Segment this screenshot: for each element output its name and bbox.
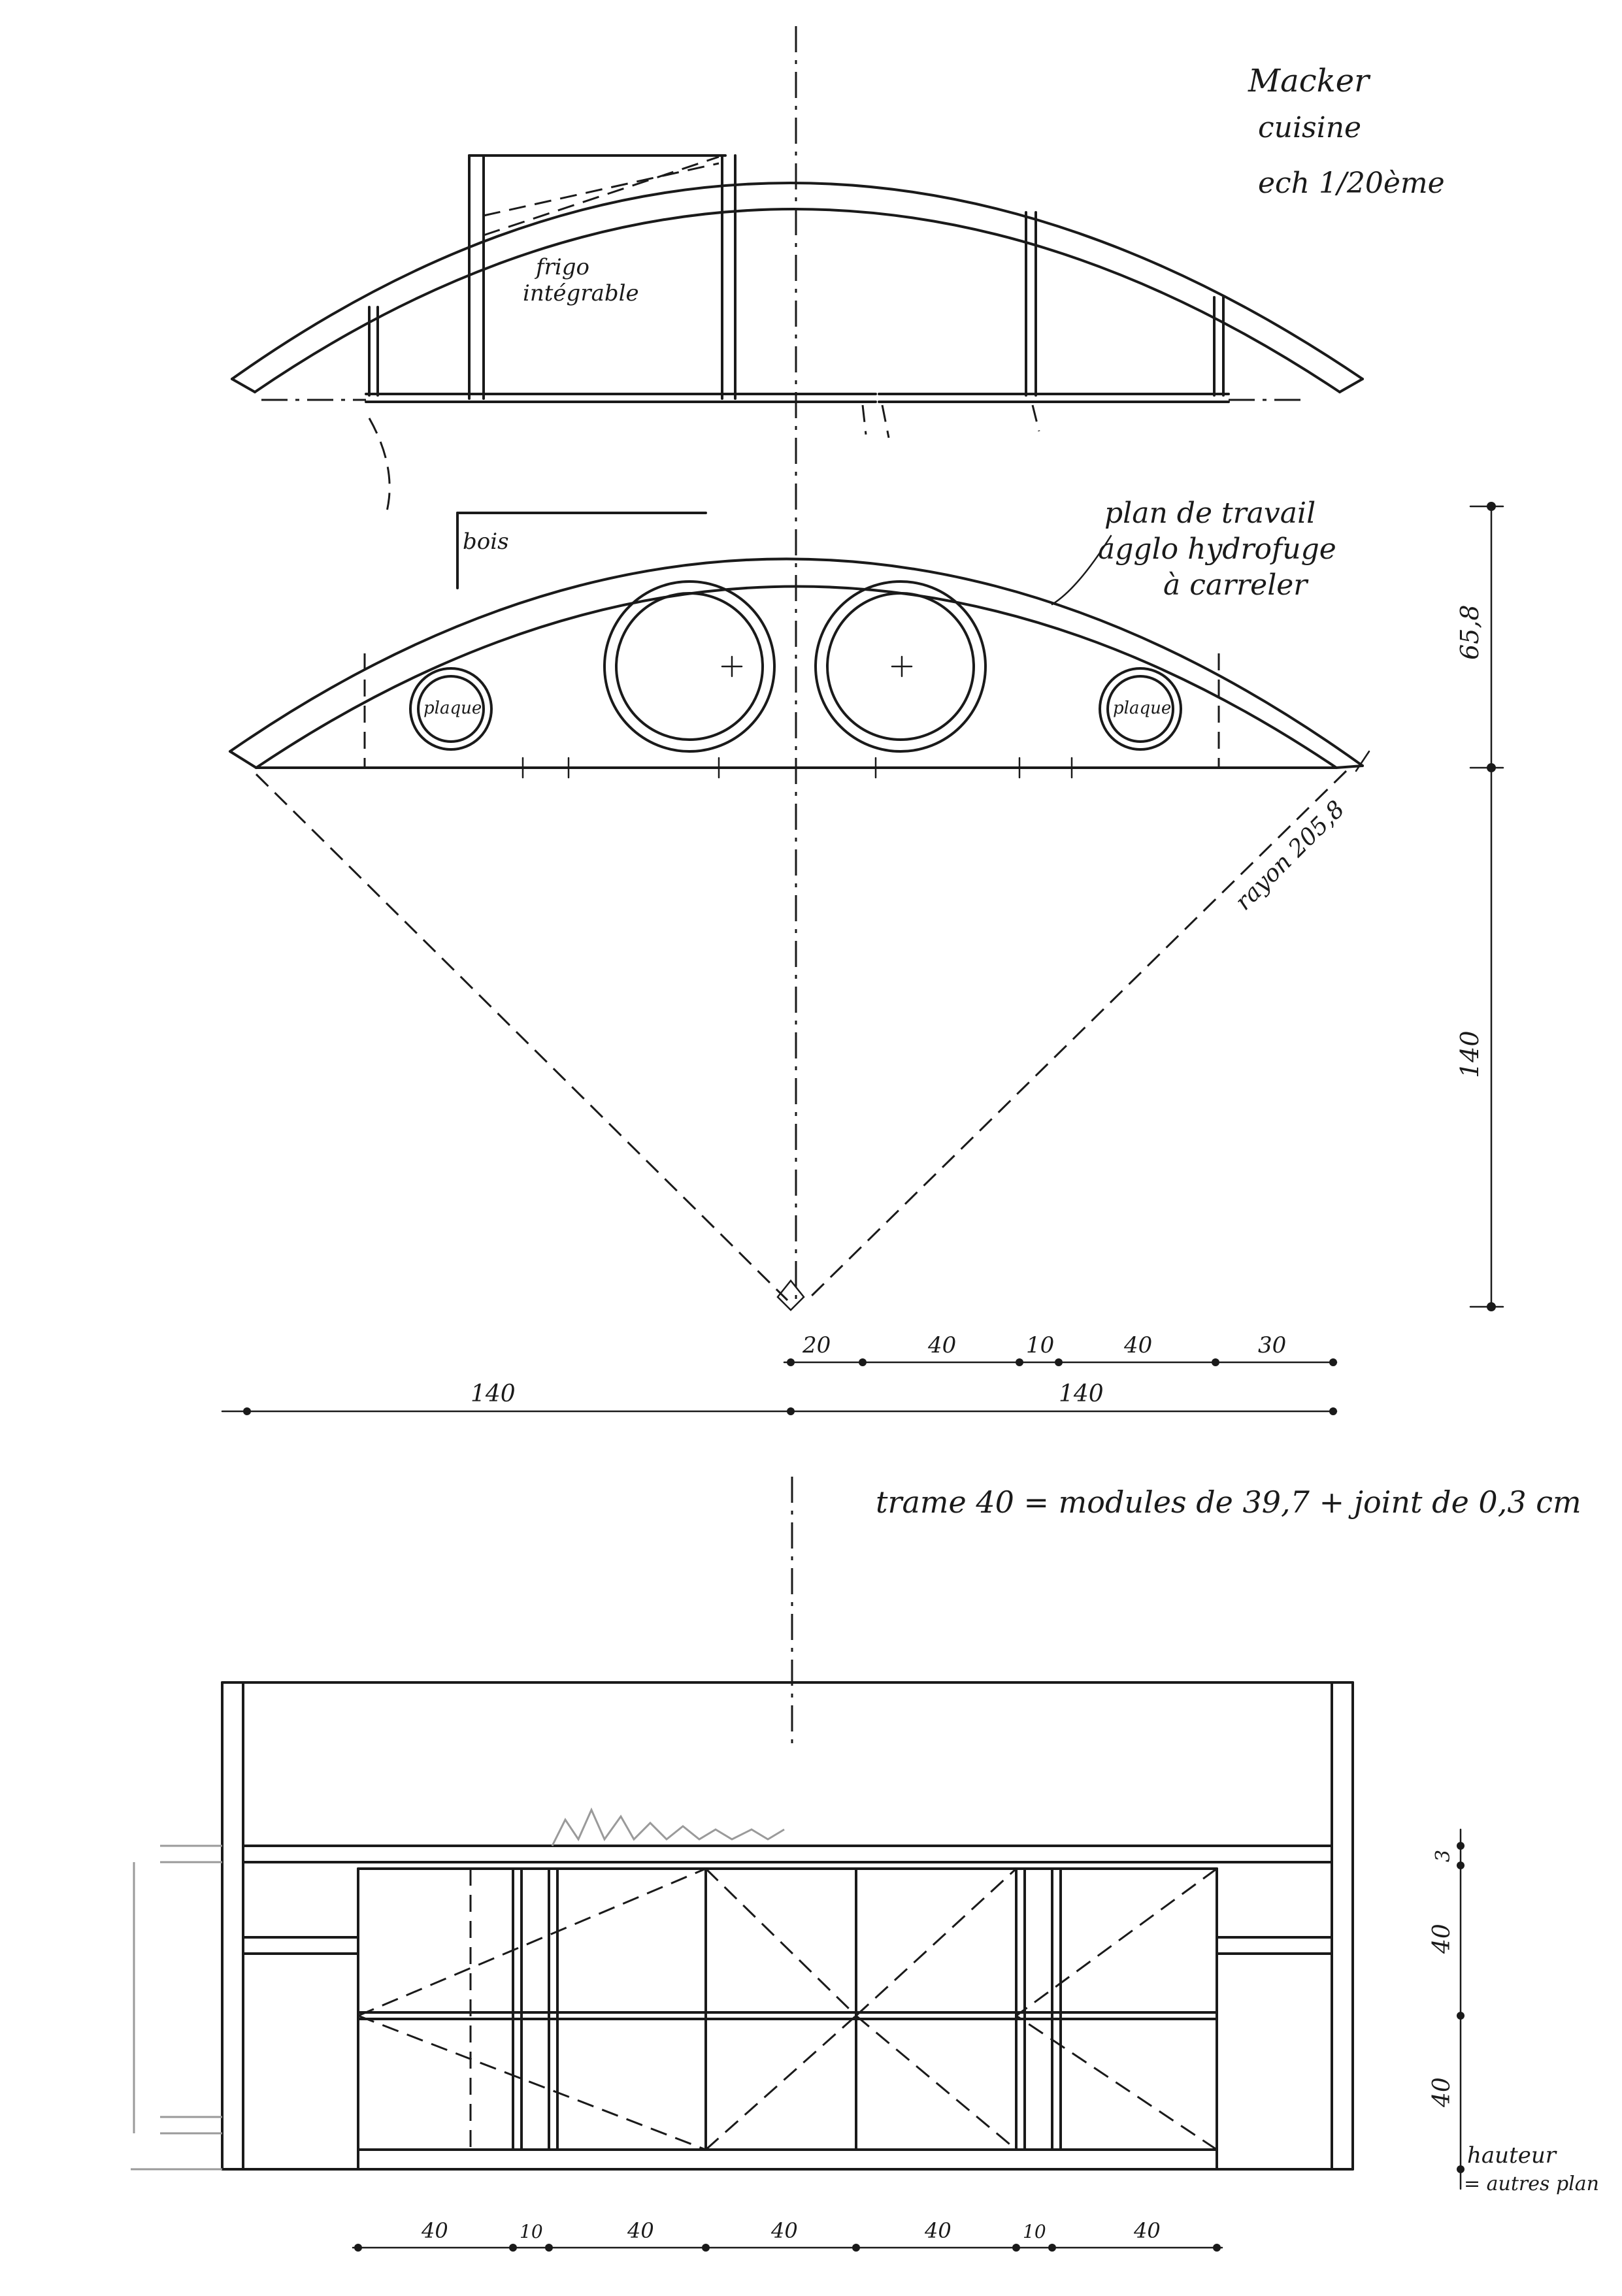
bottom-dim-2: 10 [520,2221,543,2242]
upper-dim-5: 30 [1258,1332,1287,1358]
elev-dim-right-2: 40 [1429,1924,1455,1954]
horizontal-dimensions [222,1332,1337,1415]
top-plan-view [232,156,1363,516]
plaque-right-label: plaque [1113,698,1172,718]
lower-dim-left: 140 [471,1381,516,1407]
worktop-note-3: à carreler [1163,568,1308,602]
title-line-2: cuisine [1258,111,1362,144]
title-line-1: Macker [1248,63,1370,99]
bottom-dim-5: 40 [925,2218,952,2243]
bottom-dim-3: 40 [627,2218,654,2243]
bottom-dim-1: 40 [422,2218,448,2243]
lower-dim-right: 140 [1059,1381,1104,1407]
upper-dim-1: 20 [803,1332,831,1358]
grid-note: trame 40 = modules de 39,7 + joint de 0,3 cm [876,1484,1581,1520]
bottom-dim-7: 40 [1134,2218,1161,2243]
section-view [230,497,1503,1311]
upper-dim-3: 10 [1026,1332,1055,1358]
fridge-label-1: frigo [536,254,589,280]
front-elevation [131,1682,1599,2252]
elev-dim-right-1: 3 [1432,1849,1455,1862]
elev-dim-right-3: 40 [1429,2077,1455,2107]
height-note-2: = autres plan [1464,2173,1599,2195]
worktop-note-2: agglo hydrofuge [1098,533,1336,566]
title-line-3: ech 1/20ème [1258,167,1445,200]
height-note-1: hauteur [1467,2142,1556,2169]
dim-height-bottom: 140 [1455,1030,1484,1078]
wood-label: bois [463,529,509,555]
upper-dim-2: 40 [928,1332,957,1358]
radius-label: rayon 205,8 [1230,795,1350,916]
bottom-dim-6: 10 [1023,2221,1046,2242]
bottom-dim-4: 40 [771,2218,798,2243]
worktop-note-1: plan de travail [1104,497,1316,530]
upper-dim-4: 40 [1124,1332,1153,1358]
fridge-label-2: intégrable [523,280,639,306]
plaque-left-label: plaque [423,698,482,718]
dim-height-top: 65,8 [1455,604,1484,660]
